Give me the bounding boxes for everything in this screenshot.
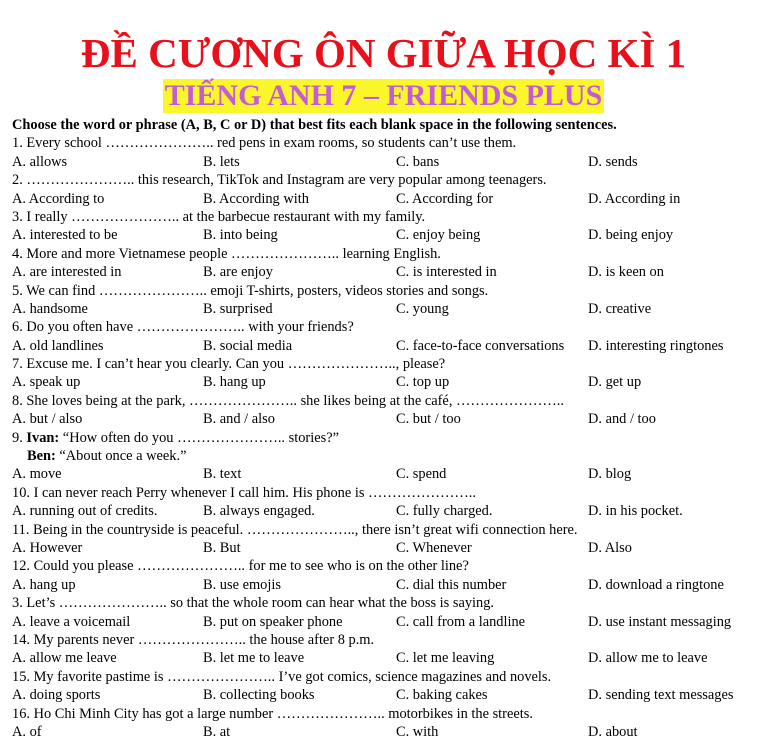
subtitle-container [0, 79, 767, 113]
options-6 [12, 337, 762, 355]
option-b: B. hang up [203, 374, 266, 391]
dialogue-line: “About once a week.” [55, 448, 187, 465]
option-c: C. top up [396, 374, 450, 391]
instruction: Choose the word or phrase (A, B, C or D) that best fits each blank space in the following sentences. [12, 117, 617, 133]
question-number: 9. [12, 429, 23, 446]
option-b: B. But [203, 539, 241, 556]
dialogue-line: “How often do you ………………….. stories?” [59, 429, 339, 446]
option-d: D. sending text messages [588, 687, 734, 704]
option-c: C. is interested in [396, 264, 497, 281]
option-a: A. of [12, 723, 42, 740]
option-d: D. use instant messaging [588, 613, 732, 630]
question-12: 12. Could you please ………………….. for me to see who is on the other line? [12, 558, 469, 575]
question-3: 3. I really ………………….. at the barbecue restaurant with my family. [12, 208, 426, 225]
option-c: C. dial this number [396, 576, 507, 593]
option-b: B. into being [203, 227, 278, 244]
question-9-reply [12, 447, 762, 465]
option-c: C. According for [396, 190, 494, 207]
speaker-ben: Ben: [27, 448, 56, 465]
option-c: C. face-to-face conversations [396, 337, 565, 354]
option-c: C. call from a landline [396, 613, 526, 630]
question-7: 7. Excuse me. I can’t hear you clearly. Can you ………………….., please? [12, 356, 446, 373]
option-d: D. being enjoy [588, 227, 674, 244]
document-subtitle: TIẾNG ANH 7 – FRIENDS PLUS [164, 79, 603, 112]
option-d: D. download a ringtone [588, 576, 724, 593]
option-a: A. are interested in [12, 264, 122, 281]
option-b: B. According with [203, 190, 309, 207]
worksheet-body [12, 116, 762, 741]
options-2 [12, 190, 762, 208]
question-8: 8. She loves being at the park, ………………….. she likes being at the café, ………………….. [12, 392, 564, 409]
options-1 [12, 153, 762, 171]
options-12 [12, 576, 762, 594]
option-c: C. with [396, 723, 439, 740]
option-a: A. According to [12, 190, 105, 207]
option-c: C. let me leaving [396, 650, 495, 667]
option-a: A. However [12, 539, 83, 556]
option-b: B. collecting books [203, 687, 315, 704]
question-5: 5. We can find ………………….. emoji T-shirts, posters, videos stories and songs. [12, 282, 489, 299]
option-c: C. baking cakes [396, 687, 488, 704]
question-15: 15. My favorite pastime is ………………….. I’ve got comics, science magazines and novels. [12, 668, 552, 685]
option-d: D. and / too [588, 411, 656, 428]
option-a: A. doing sports [12, 687, 101, 704]
options-14 [12, 649, 762, 667]
option-c: C. fully charged. [396, 503, 493, 520]
document-title: ĐỀ CƯƠNG ÔN GIỮA HỌC KÌ 1 [80, 30, 687, 76]
option-d: D. allow me to leave [588, 650, 708, 667]
option-b: B. lets [203, 153, 240, 170]
question-13: 3. Let’s ………………….. so that the whole room can hear what the boss is saying. [12, 595, 495, 612]
option-b: B. put on speaker phone [203, 613, 343, 630]
option-c: C. bans [396, 153, 440, 170]
option-d: D. blog [588, 466, 632, 483]
question-11: 11. Being in the countryside is peaceful. ………………….., there isn’t great wifi connection here. [12, 521, 578, 538]
question-4: 4. More and more Vietnamese people ………………….. learning English. [12, 245, 441, 262]
question-10: 10. I can never reach Perry whenever I call him. His phone is ………………….. [12, 484, 476, 501]
option-a: A. speak up [12, 374, 81, 391]
option-a: A. move [12, 466, 62, 483]
options-5 [12, 300, 762, 318]
option-d: D. is keen on [588, 264, 664, 281]
option-d: D. about [588, 723, 638, 740]
option-b: B. surprised [203, 300, 273, 317]
question-16: 16. Ho Chi Minh City has got a large number ………………….. motorbikes in the streets. [12, 705, 533, 722]
option-b: B. use emojis [203, 576, 281, 593]
question-1: 1. Every school ………………….. red pens in exam rooms, so students can’t use them. [12, 135, 517, 152]
option-a: A. hang up [12, 576, 76, 593]
options-13 [12, 613, 762, 631]
option-b: B. at [203, 723, 231, 740]
option-d: D. interesting ringtones [588, 337, 724, 354]
options-11 [12, 539, 762, 557]
option-d: D. According in [588, 190, 681, 207]
options-15 [12, 686, 762, 704]
speaker-ivan: Ivan: [26, 429, 60, 446]
question-14: 14. My parents never ………………….. the house after 8 p.m. [12, 631, 375, 648]
question-2: 2. ………………….. this research, TikTok and Instagram are very popular among teenagers. [12, 172, 547, 189]
option-b: B. let me to leave [203, 650, 305, 667]
options-10 [12, 502, 762, 520]
option-c: C. spend [396, 466, 447, 483]
options-3 [12, 226, 762, 244]
option-c: C. enjoy being [396, 227, 481, 244]
option-b: B. are enjoy [203, 264, 273, 281]
option-a: A. handsome [12, 300, 88, 317]
options-7 [12, 373, 762, 391]
option-a: A. interested to be [12, 227, 118, 244]
options-8 [12, 410, 762, 428]
option-d: D. Also [588, 539, 632, 556]
option-a: A. running out of credits. [12, 503, 158, 520]
options-9 [12, 465, 762, 483]
option-d: D. sends [588, 153, 638, 170]
options-4 [12, 263, 762, 281]
option-a: A. but / also [12, 411, 83, 428]
option-a: A. allows [12, 153, 68, 170]
option-a: A. leave a voicemail [12, 613, 131, 630]
option-d: D. in his pocket. [588, 503, 683, 520]
option-c: C. young [396, 300, 449, 317]
option-d: D. creative [588, 300, 652, 317]
options-16 [12, 723, 762, 741]
question-9 [12, 429, 762, 447]
option-b: B. always engaged. [203, 503, 315, 520]
option-a: A. old landlines [12, 337, 104, 354]
option-c: C. Whenever [396, 539, 472, 556]
option-c: C. but / too [396, 411, 461, 428]
option-b: B. social media [203, 337, 293, 354]
option-d: D. get up [588, 374, 642, 391]
option-b: B. and / also [203, 411, 275, 428]
option-b: B. text [203, 466, 242, 483]
option-a: A. allow me leave [12, 650, 117, 667]
question-6: 6. Do you often have ………………….. with your friends? [12, 319, 354, 336]
